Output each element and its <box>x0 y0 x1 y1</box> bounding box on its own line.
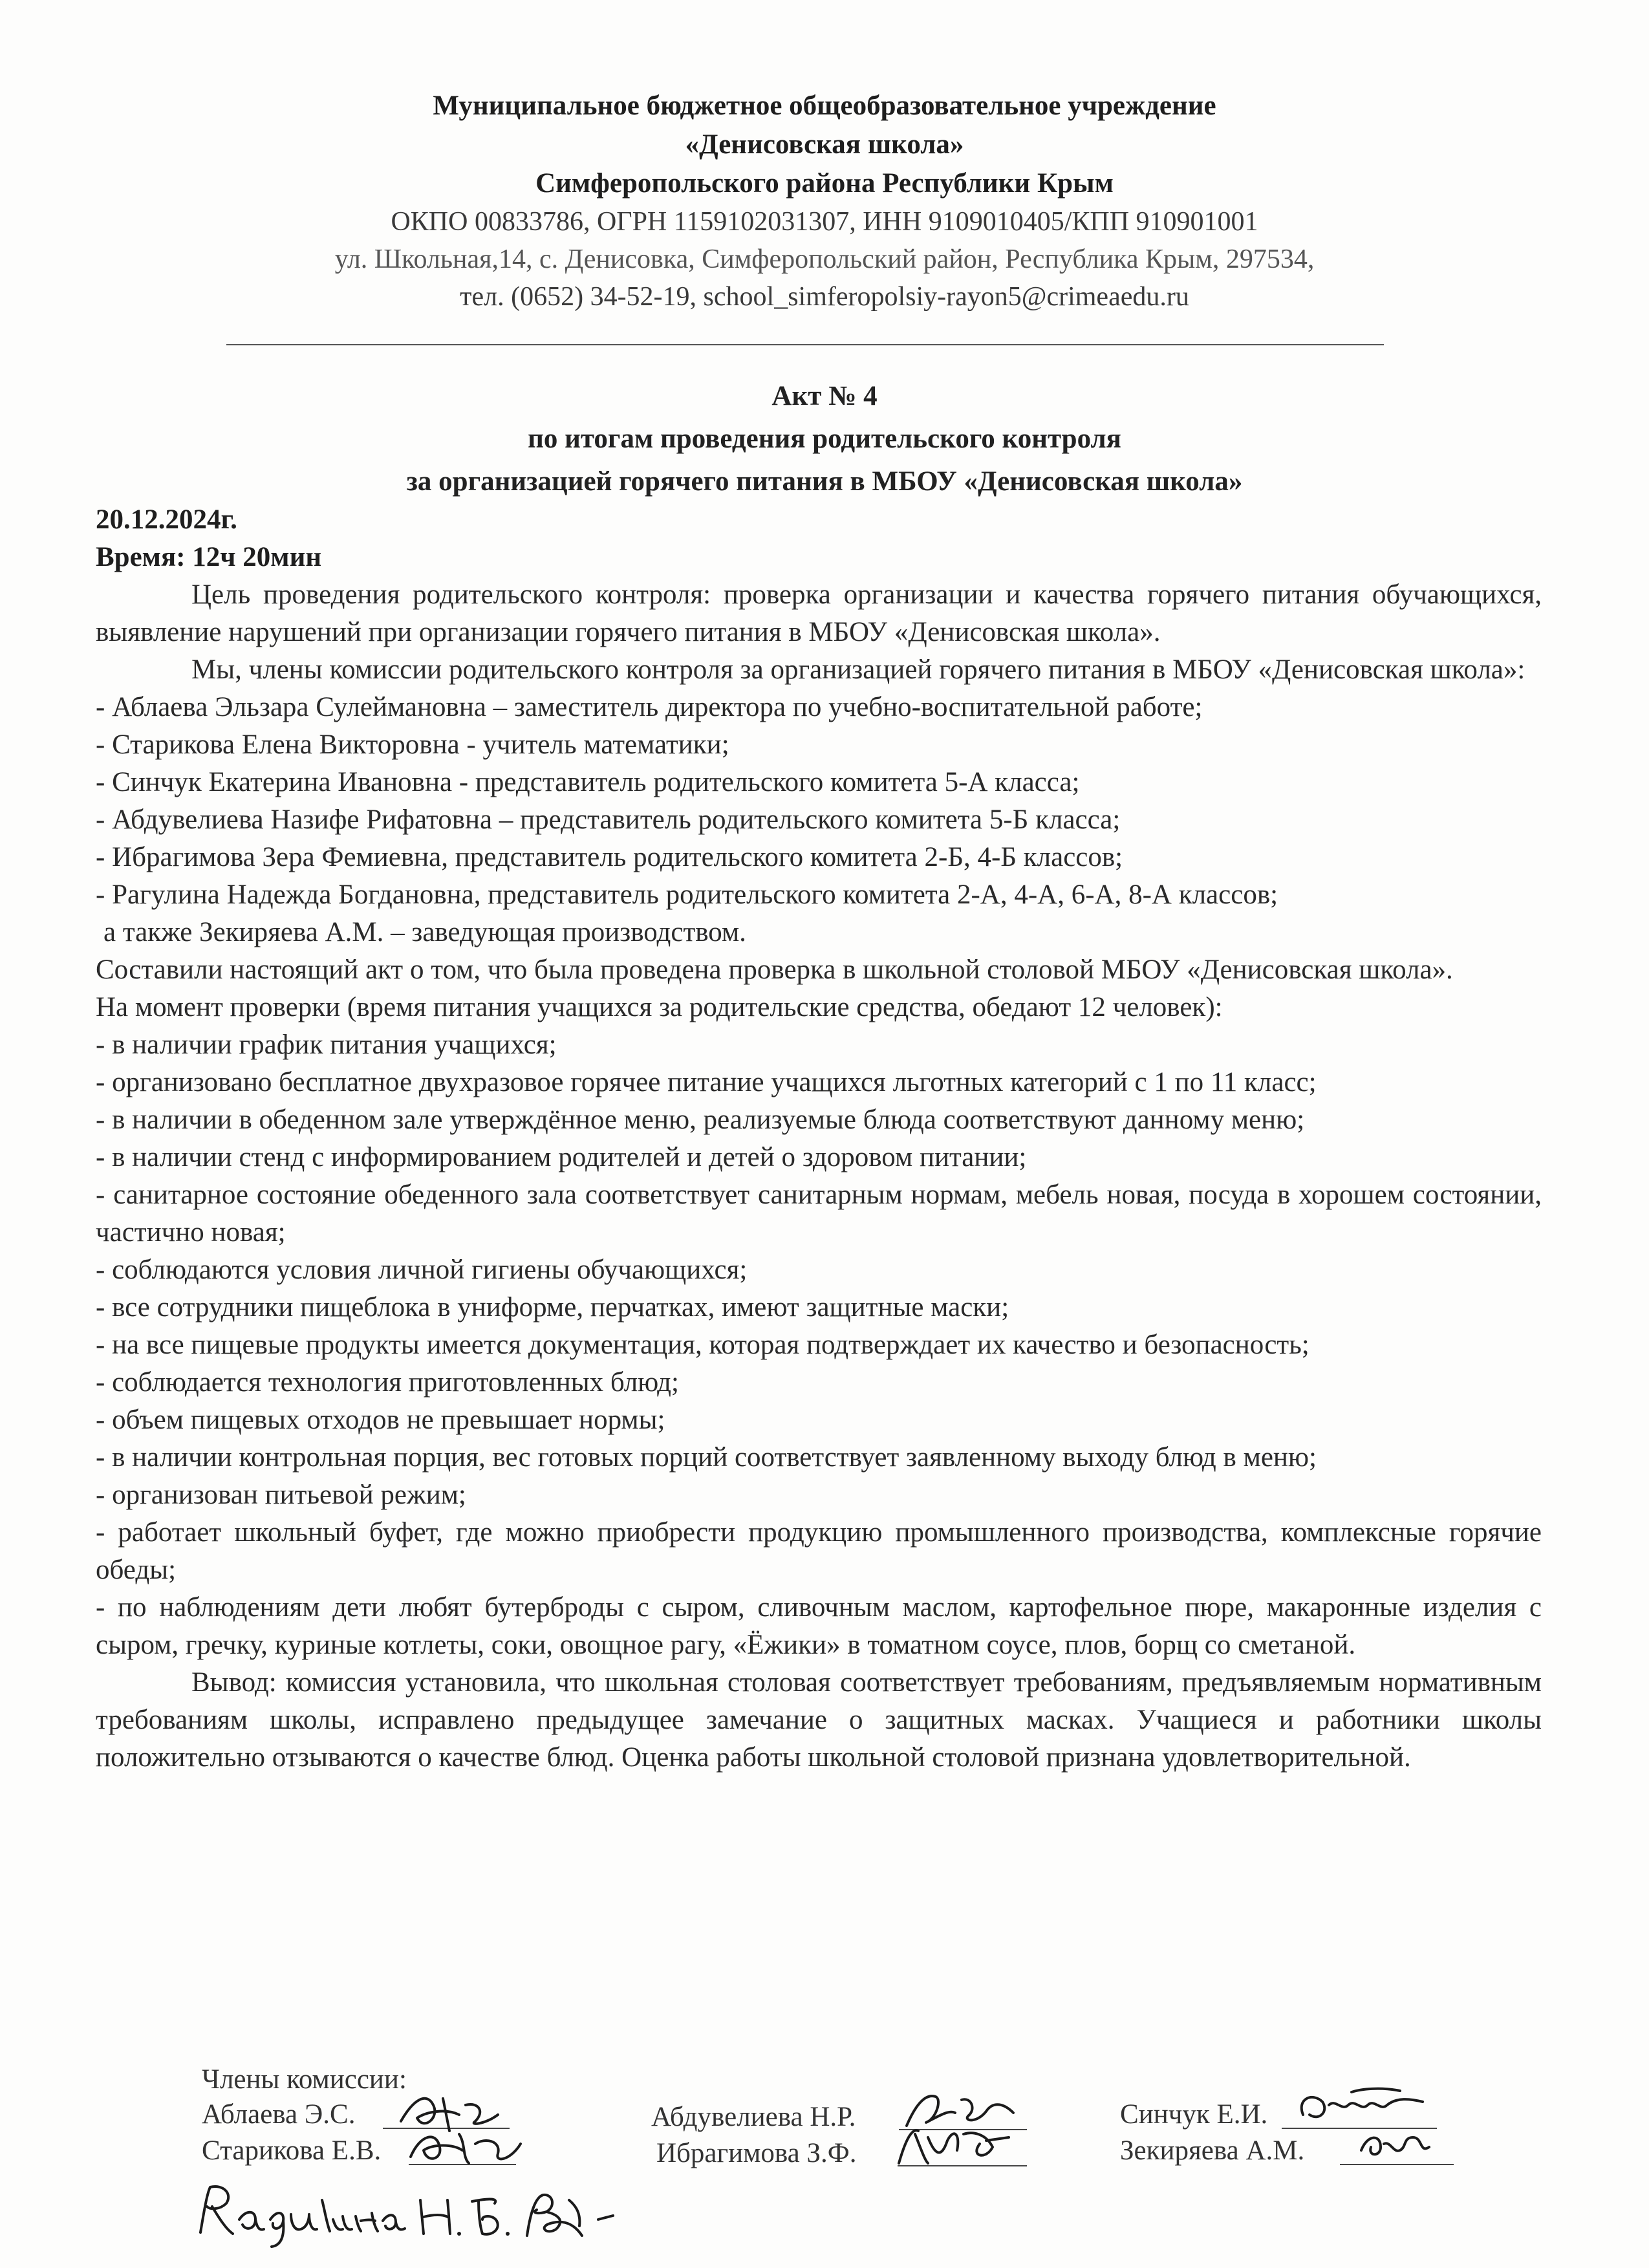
signature-starikova <box>401 2118 530 2173</box>
inspection-moment: На момент проверки (время питания учащихся за родительские средства, обедают 12 человек): <box>96 992 1223 1022</box>
also-present: а также Зекиряева А.М. – заведующая производством. <box>103 917 746 947</box>
act-number: Акт № 4 <box>771 381 878 411</box>
members-intro: Мы, члены комиссии родительского контроля за организацией горячего питания в МБОУ «Денисовская школа»: <box>191 654 1525 685</box>
signer-starikova: Старикова Е.В. <box>202 2135 382 2166</box>
finding-item: - в наличии стенд с информированием родителей и детей о здоровом питании; <box>96 1142 1027 1172</box>
header-region: Симферопольского района Республики Крым <box>535 168 1114 199</box>
finding-item: - санитарное состояние обеденного зала соответствует санитарным нормам, мебель новая, посуда в хорошем состоянии, частично новая; <box>96 1180 1542 1247</box>
signatures-heading: Члены комиссии: <box>202 2064 407 2095</box>
act-subject: по итогам проведения родительского контроля <box>528 424 1121 454</box>
header-registration-codes: ОКПО 00833786, ОГРН 1159102031307, ИНН 9109010405/КПП 910901001 <box>391 207 1258 237</box>
finding-item: - на все пищевые продукты имеется документация, которая подтверждает их качество и безопасность; <box>96 1330 1310 1360</box>
signature-ibragimova <box>889 2115 1018 2173</box>
finding-item: - в наличии график питания учащихся; <box>96 1030 557 1060</box>
finding-item: - все сотрудники пищеблока в униформе, перчатках, имеют защитные маски; <box>96 1292 1009 1323</box>
signer-ablaeva: Аблаева Э.С. <box>202 2099 356 2130</box>
member-item: - Аблаева Эльзара Сулеймановна – заместитель директора по учебно-воспитательной работе; <box>96 692 1203 722</box>
finding-item: - в наличии в обеденном зале утверждённое меню, реализуемые блюда соответствуют данному меню; <box>96 1105 1305 1135</box>
finding-item: - соблюдаются условия личной гигиены обучающихся; <box>96 1255 748 1285</box>
act-date: 20.12.2024г. <box>96 504 237 535</box>
finding-item: - работает школьный буфет, где можно приобрести продукцию промышленного производства, комплексные горячие обеды; <box>96 1517 1542 1585</box>
finding-item: - организовано бесплатное двухразовое горячее питание учащихся льготных категорий с 1 по 11 класс; <box>96 1067 1317 1097</box>
member-item: - Рагулина Надежда Богдановна, представитель родительского комитета 2-А, 4-А, 6-А, 8-А классов; <box>96 880 1278 910</box>
conclusion-paragraph: Вывод: комиссия установила, что школьная столовая соответствует требованиям, предъявляемым нормативным требованиям школы, исправлено предыдущее замечание о защитных масках. Учащиеся и работники школы положительно отзываются о качестве блюд. Оценка работы школьной столовой признана удовлетворительной. <box>96 1667 1542 1773</box>
composed-paragraph: Составили настоящий акт о том, что была проведена проверка в школьной столовой МБОУ «Денисовская школа». <box>96 955 1453 985</box>
signature-zekiryaeva <box>1352 2118 1442 2170</box>
finding-item: - соблюдается технология приготовленных блюд; <box>96 1367 679 1398</box>
header-institution: Муниципальное бюджетное общеобразовательное учреждение <box>433 91 1216 121</box>
act-time: Время: 12ч 20мин <box>96 542 322 572</box>
finding-item: - в наличии контрольная порция, вес готовых порций соответствует заявленному выходу блюд в меню; <box>96 1442 1317 1473</box>
finding-item: - организован питьевой режим; <box>96 1480 466 1510</box>
header-contacts: тел. (0652) 34-52-19, school_simferopolsiy-rayon5@crimeaedu.ru <box>460 282 1189 312</box>
handwritten-ragulina-signature <box>194 2174 621 2252</box>
finding-item: - объем пищевых отходов не превышает нормы; <box>96 1405 665 1435</box>
signer-zekiryaeva: Зекиряева А.М. <box>1120 2135 1305 2166</box>
signer-sinchuk: Синчук Е.И. <box>1120 2099 1268 2130</box>
member-item: - Старикова Елена Викторовна - учитель математики; <box>96 729 729 760</box>
header-address: ул. Школьная,14, с. Денисовка, Симферопольский район, Республика Крым, 297534, <box>334 244 1315 274</box>
finding-item: - по наблюдениям дети любят бутерброды с сыром, сливочным маслом, картофельное пюре, макаронные изделия с сыром, гречку, куриные котлеты, соки, овощное рагу, «Ёжики» в томатном соусе, плов, борщ со сметаной. <box>96 1592 1542 1660</box>
member-item: - Абдувелиева Назифе Рифатовна – представитель родительского комитета 5-Б класса; <box>96 805 1121 835</box>
purpose-paragraph: Цель проведения родительского контроля: проверка организации и качества горячего питания обучающихся, выявление нарушений при организации горячего питания в МБОУ «Денисовская школа». <box>96 579 1542 647</box>
member-item: - Ибрагимова Зера Фемиевна, представитель родительского комитета 2-Б, 4-Б классов; <box>96 842 1123 872</box>
act-scope: за организацией горячего питания в МБОУ «Денисовская школа» <box>406 466 1243 497</box>
signer-ibragimova: Ибрагимова З.Ф. <box>656 2138 857 2168</box>
signer-abduvelieva: Абдувелиева Н.Р. <box>651 2102 856 2132</box>
header-school-name: «Денисовская школа» <box>685 129 964 160</box>
member-item: - Синчук Екатерина Ивановна - представитель родительского комитета 5-А класса; <box>96 767 1080 797</box>
